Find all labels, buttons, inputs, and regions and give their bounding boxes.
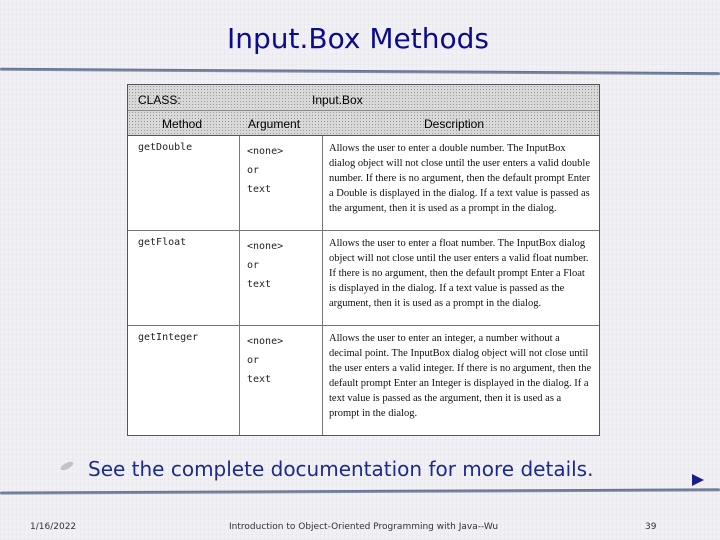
column-header-row [128, 111, 599, 136]
method-cell: getDouble [128, 136, 240, 230]
description-column-header: Description [424, 117, 485, 131]
method-cell: getFloat [128, 231, 240, 325]
argument-value: <none> [247, 336, 284, 347]
argument-value: or [247, 165, 260, 176]
class-label: CLASS: [138, 93, 181, 107]
argument-value: text [247, 184, 272, 195]
argument-column-header: Argument [248, 117, 301, 131]
footer-title: Introduction to Object-Oriented Programming with Java--Wu [229, 522, 499, 532]
table-row [128, 326, 599, 435]
table-row [128, 231, 599, 326]
methods-table [127, 84, 600, 436]
class-value: Input.Box [312, 93, 363, 107]
description-cell: Allows the user to enter an integer, a number without a decimal point. The InputBox dialog object will not close until the user enters a valid integer. If there is no argument, then the default prompt Enter an Integer is displayed in the dialog. If a text value is passed as the argument, then it is used as a prompt in the dialog. [329, 333, 592, 419]
argument-value: text [247, 279, 272, 290]
footer-date: 1/16/2022 [30, 522, 77, 532]
bottom-rule [0, 488, 720, 494]
next-slide-icon[interactable] [692, 474, 704, 486]
table-row [128, 136, 599, 231]
bullet-icon [59, 460, 74, 472]
class-header-row [128, 85, 599, 111]
argument-value: or [247, 260, 260, 271]
argument-value: or [247, 355, 260, 366]
bullet-text: See the complete documentation for more details. [88, 457, 594, 481]
method-column-header: Method [162, 117, 203, 131]
argument-cell [240, 136, 323, 230]
page-number: 39 [645, 522, 657, 532]
top-rule [0, 68, 720, 75]
argument-cell [240, 326, 323, 435]
method-cell: getInteger [128, 326, 240, 435]
argument-value: <none> [247, 241, 284, 252]
argument-value: text [247, 374, 272, 385]
description-cell: Allows the user to enter a float number. The InputBox dialog object will not close until the user enters a valid float number. If there is no argument, then the default prompt Enter a Float is displayed in the dialog. If a text value is passed as the argument, then it is used as a prompt in the dialog. [329, 238, 589, 309]
slide-title: Input.Box Methods [227, 22, 489, 55]
argument-value: <none> [247, 146, 284, 157]
argument-cell [240, 231, 323, 325]
description-cell: Allows the user to enter a double number. The InputBox dialog object will not close until the user enters a valid double number. If there is no argument, then the default prompt Enter a Double is displayed in the dialog. If a text value is passed as the argument, then it is used as a prompt in the dialog. [329, 143, 591, 214]
